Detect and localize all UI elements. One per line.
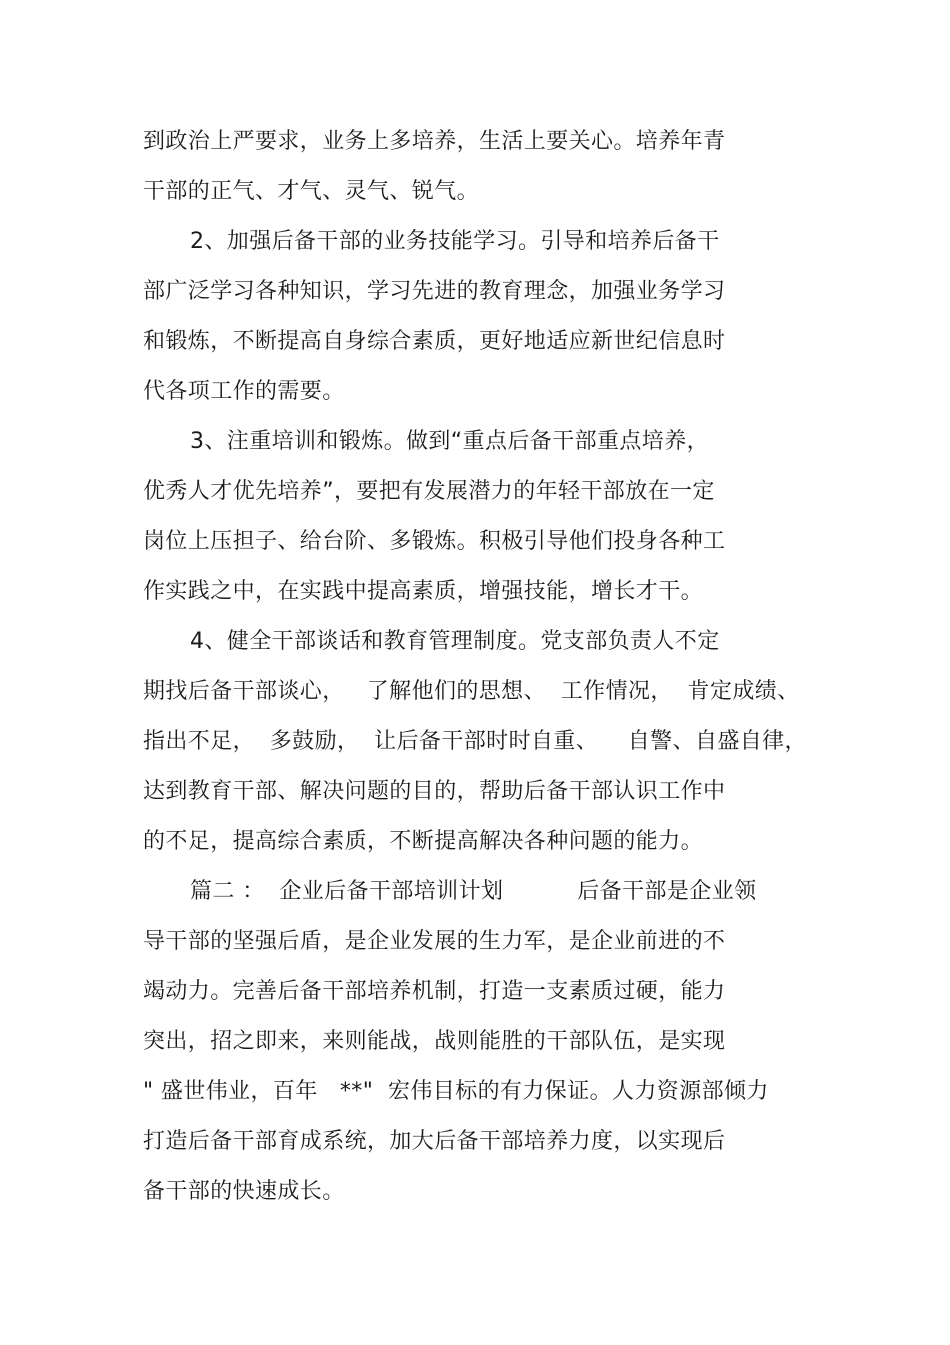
text-line: 岗位上压担子、给台阶、多锻炼。积极引导他们投身各种工 bbox=[143, 529, 726, 554]
paragraph-start-line: 2、加强后备干部的业务技能学习。引导和培养后备干 bbox=[190, 229, 720, 254]
text-line: 期找后备干部谈心， 了解他们的思想、 工作情况， 肯定成绩、 bbox=[143, 679, 800, 704]
section-heading-line: 篇二 ： 企业后备干部培训计划 后备干部是企业领 bbox=[190, 879, 757, 904]
text-line: 作实践之中，在实践中提高素质，增强技能，增长才干。 bbox=[143, 579, 704, 604]
paragraph-start-line: 3、注重培训和锻炼。做到“重点后备干部重点培养， bbox=[190, 429, 709, 454]
text-line: " 盛世伟业，百年 **" 宏伟目标的有力保证。人力资源部倾力 bbox=[143, 1079, 769, 1104]
paragraph-start-line: 4、健全干部谈话和教育管理制度。党支部负责人不定 bbox=[190, 629, 720, 654]
text-line: 和锻炼，不断提高自身综合素质，更好地适应新世纪信息时 bbox=[143, 329, 726, 354]
text-line: 到政治上严要求，业务上多培养，生活上要关心。培养年青 bbox=[143, 129, 726, 154]
text-line: 部广泛学习各种知识，学习先进的教育理念，加强业务学习 bbox=[143, 279, 726, 304]
text-line: 竭动力。完善后备干部培养机制，打造一支素质过硬，能力 bbox=[143, 979, 726, 1004]
text-line: 导干部的坚强后盾，是企业发展的生力军，是企业前进的不 bbox=[143, 929, 726, 954]
text-line: 打造后备干部育成系统，加大后备干部培养力度，以实现后 bbox=[143, 1129, 726, 1154]
text-line: 代各项工作的需要。 bbox=[143, 379, 345, 404]
text-line: 的不足，提高综合素质，不断提高解决各种问题的能力。 bbox=[143, 829, 704, 854]
text-line: 突出，招之即来，来则能战，战则能胜的干部队伍，是实现 bbox=[143, 1029, 726, 1054]
text-line: 干部的正气、才气、灵气、锐气。 bbox=[143, 179, 480, 204]
text-line: 指出不足， 多鼓励， 让后备干部时时自重、 自警、自盛自律， bbox=[143, 729, 807, 754]
text-line: 达到教育干部、解决问题的目的，帮助后备干部认识工作中 bbox=[143, 779, 726, 804]
text-line: 优秀人才优先培养”，要把有发展潜力的年轻干部放在一定 bbox=[143, 479, 715, 504]
text-line: 备干部的快速成长。 bbox=[143, 1179, 345, 1204]
